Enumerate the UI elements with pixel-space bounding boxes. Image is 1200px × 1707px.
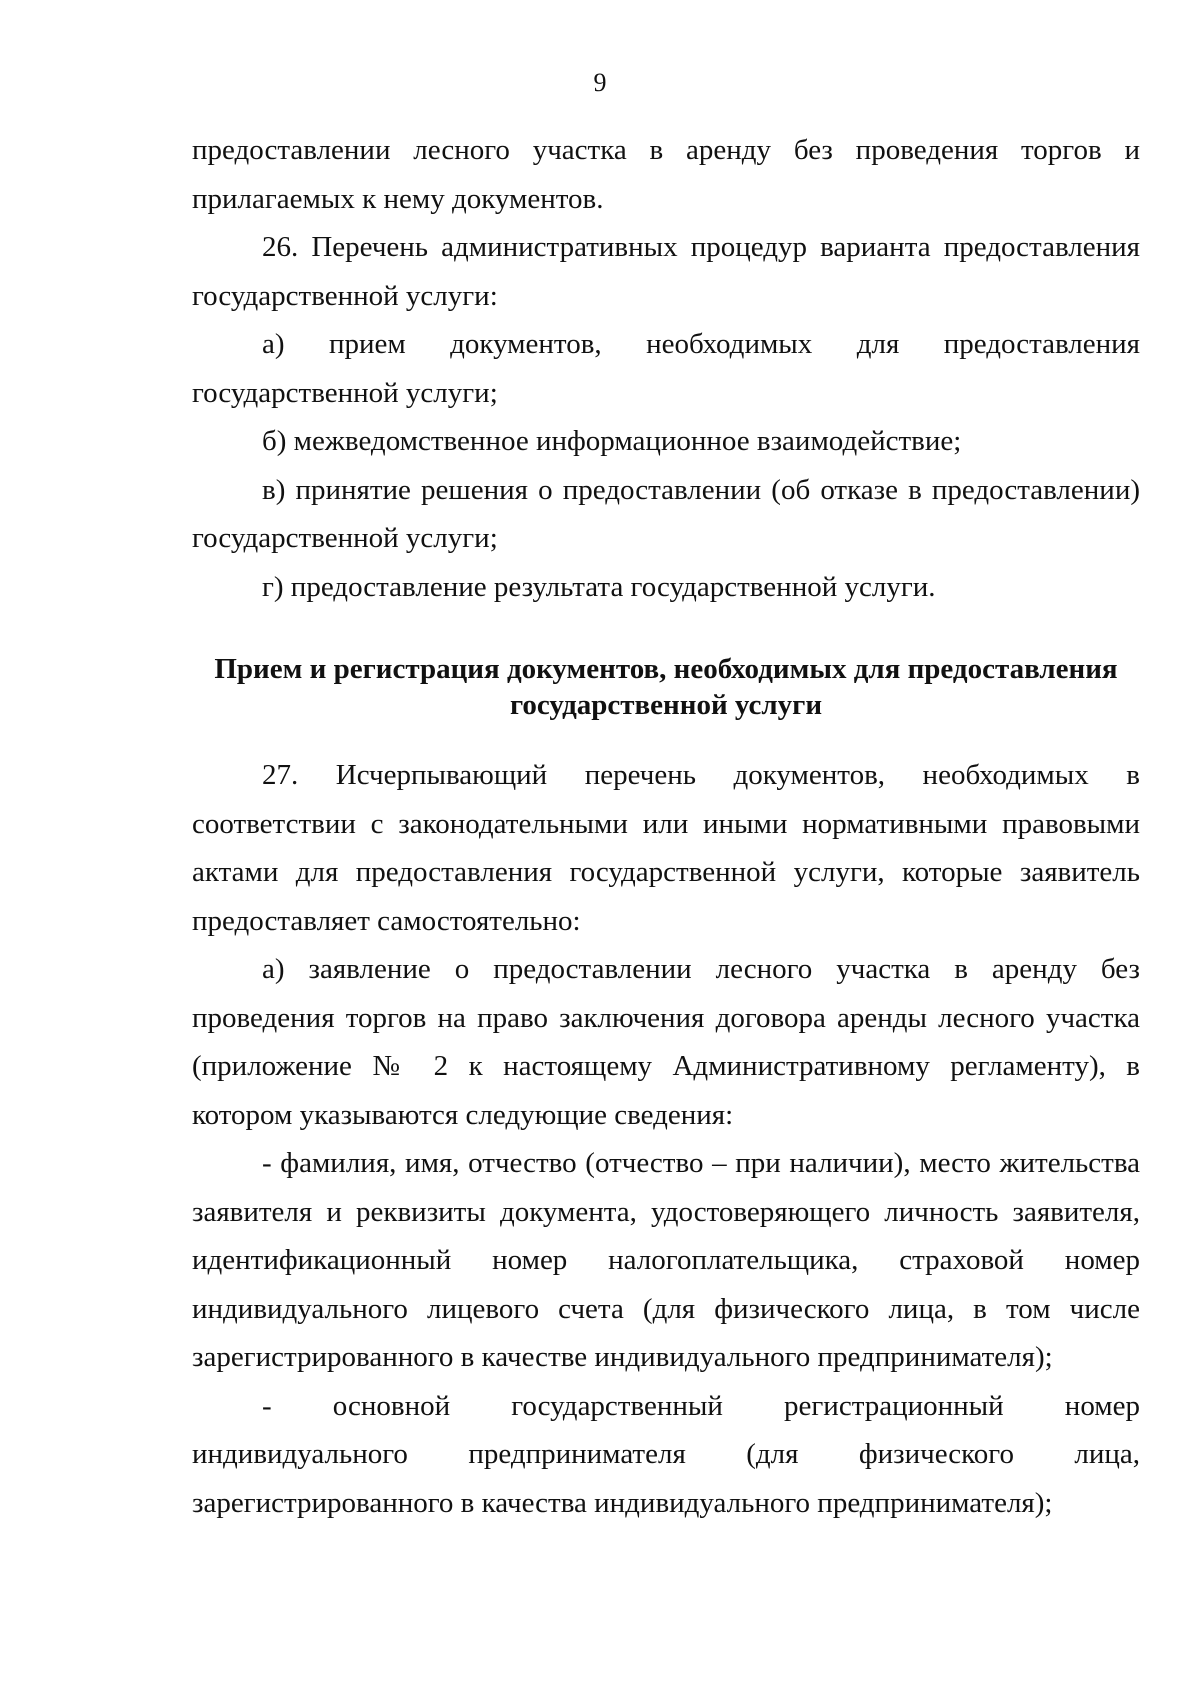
paragraph-line: а) прием документов, необходимых для предоставления — [262, 328, 1140, 360]
list-item-a-application: а) заявление о предоставлении лесного участка в аренду без проведения торгов на право заключения договора аренды лесного участка (приложение № 2 к настоящему Административному регламенту), в котором указываются следующие сведения: — [192, 953, 1140, 1131]
paragraph-line: 26. Перечень административных процедур варианта предоставления — [262, 231, 1140, 263]
paragraph-line: г) предоставление результата государственной услуги. — [262, 570, 936, 603]
list-item-dash-ogrnip: - основной государственный регистрационный номер индивидуального предпринимателя (для физического лица, зарегистрированного в качества индивидуального предпринимателя); — [192, 1389, 1140, 1519]
list-item-dash-personal-data: - фамилия, имя, отчество (отчество – при наличии), место жительства заявителя и реквизиты документа, удостоверяющего личность заявителя, идентификационный номер налогоплательщика, страховой номер индивидуального лицевого счета (для физического лица, в том числе зарегистрированного в качестве индивидуального предпринимателя); — [192, 1147, 1140, 1373]
section-heading-line: Прием и регистрация документов, необходимых для предоставления — [214, 653, 1118, 685]
paragraph-27: 27. Исчерпывающий перечень документов, необходимых в соответствии с законодательными или иными нормативными правовыми актами для предоставления государственной услуги, которые заявитель предоставляет самостоятельно: — [192, 759, 1140, 937]
paragraph-line: государственной услуги: — [192, 279, 498, 312]
paragraph-26 — [192, 223, 1140, 320]
list-item-b — [192, 417, 1140, 466]
paragraph-line: государственной услуги; — [192, 376, 498, 409]
list-item-a — [192, 320, 1140, 417]
list-item-g — [192, 563, 1140, 612]
section-heading-line: государственной услуги — [509, 689, 823, 721]
paragraph-line: в) принятие решения о предоставлении (об отказе в предоставлении) — [262, 473, 1140, 506]
section-heading — [192, 651, 1140, 723]
paragraph-continuation — [192, 126, 1140, 223]
paragraph-line: предоставлении лесного участка в аренду без проведения торгов и — [192, 134, 1140, 166]
page-number: 9 — [593, 68, 607, 97]
list-item-v — [192, 466, 1140, 563]
document-body — [192, 126, 1140, 1527]
paragraph-line: б) межведомственное информационное взаимодействие; — [262, 425, 962, 457]
paragraph-line: государственной услуги; — [192, 522, 498, 554]
paragraph-line: прилагаемых к нему документов. — [192, 182, 604, 215]
